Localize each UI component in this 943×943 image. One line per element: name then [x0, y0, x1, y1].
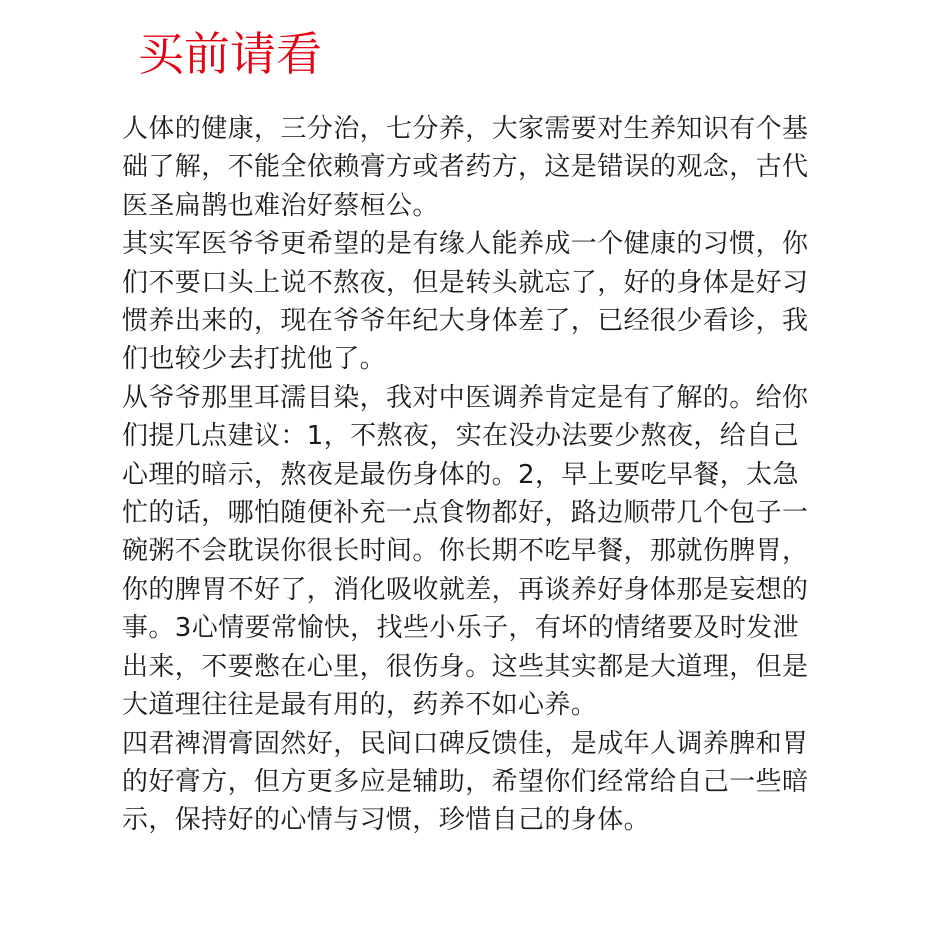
text-line: 的好膏方，但方更多应是辅助，希望你们经常给自己一些暗: [122, 766, 809, 797]
text-line: 们不要口头上说不熬夜，但是转头就忘了，好的身体是好习: [122, 267, 809, 298]
text-line: 大道理往往是最有用的，药养不如心养。: [122, 690, 598, 721]
text-line: 们也较少去打扰他了。: [122, 344, 387, 375]
page-title: 买前请看: [138, 27, 322, 81]
paragraph-advice: [122, 379, 822, 725]
text-line: 心理的暗示，熬夜是最伤身体的。2，早上要吃早餐，太急: [122, 459, 799, 490]
text-line: 出来，不要憋在心里，很伤身。这些其实都是大道理，但是: [122, 651, 809, 682]
text-line: 你的脾胃不好了，消化吸收就差，再谈养好身体那是妄想的: [122, 574, 809, 605]
text-line: 四君裨渭膏固然好，民间口碑反馈佳，是成年人调养脾和胃: [122, 728, 809, 759]
text-line: 人体的健康，三分治，七分养，大家需要对生养知识有个基: [122, 114, 809, 144]
text-line: 忙的话，哪怕随便补充一点食物都好，路边顺带几个包子一: [122, 498, 809, 529]
paragraph-product-note: [122, 725, 822, 840]
text-line: 示，保持好的心情与习惯，珍惜自己的身体。: [122, 805, 651, 836]
paragraph-grandpa-wish: [122, 225, 822, 379]
text-line: 惯养出来的，现在爷爷年纪大身体差了，已经很少看诊，我: [122, 306, 809, 337]
paragraph-health-basics: [122, 110, 822, 225]
text-line: 础了解，不能全依赖膏方或者药方，这是错误的观念，古代: [122, 152, 809, 183]
text-line: 们提几点建议：1，不熬夜，实在没办法要少熬夜，给自己: [122, 421, 799, 452]
text-line: 碗粥不会耽误你很长时间。你长期不吃早餐，那就伤脾胃，: [122, 536, 809, 567]
text-line: 其实军医爷爷更希望的是有缘人能养成一个健康的习惯，你: [122, 229, 809, 260]
text-line: 医圣扁鹊也难治好蔡桓公。: [122, 190, 439, 221]
notice-body: [122, 110, 822, 840]
text-line: 事。3心情要常愉快，找些小乐子，有坏的情绪要及时发泄: [122, 613, 799, 644]
text-line: 从爷爷那里耳濡目染，我对中医调养肯定是有了解的。给你: [122, 382, 809, 413]
